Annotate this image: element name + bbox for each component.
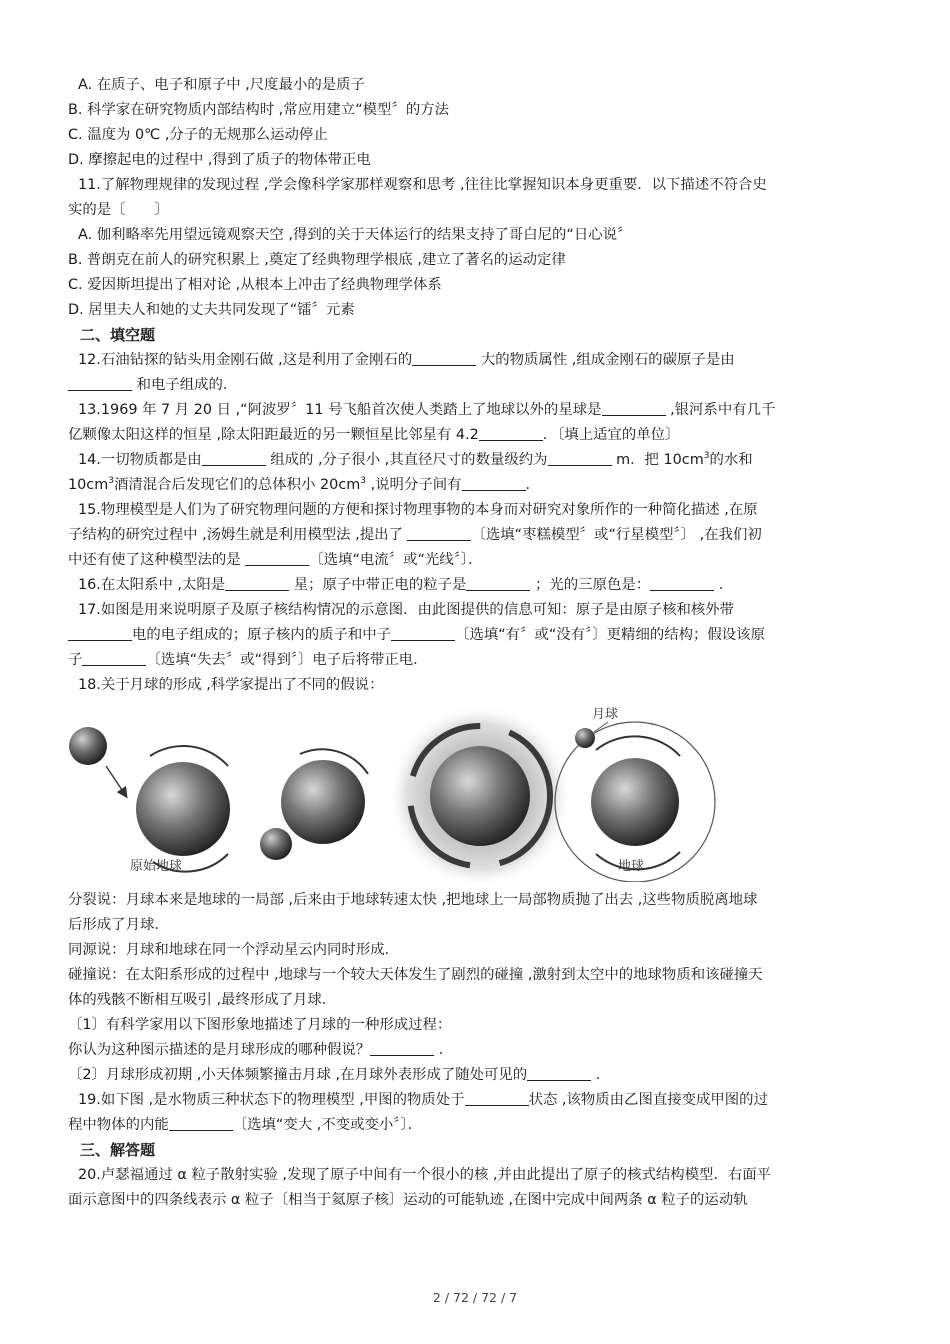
q15-text-4: 中还有使了这种模型法的是	[68, 552, 246, 568]
q15-line2	[68, 523, 883, 548]
q13-line1	[68, 398, 883, 423]
q18-sub1-line1: 〔1〕有科学家用以下图形象地描述了月球的一种形成过程：	[68, 1017, 452, 1033]
q12-blank-2[interactable]	[68, 376, 132, 391]
q13-text-4: ．〔填上适宜的单位〕	[542, 427, 680, 443]
q16-blank-3[interactable]	[650, 576, 714, 591]
q14-text-8: ．	[525, 477, 540, 493]
q12-blank-1[interactable]	[412, 351, 476, 366]
q18-blank-2[interactable]	[527, 1066, 591, 1081]
q16-text-1: 16.在太阳系中 ,太阳是	[78, 577, 226, 593]
q14-blank-1[interactable]	[202, 451, 266, 466]
q14-text-1: 14.一切物质都是由	[78, 452, 202, 468]
q14-sup-2: 3	[108, 476, 114, 487]
q18-sub2-text: 〔2〕月球形成初期 ,小天体频繁撞击月球 ,在月球外表形成了随处可见的	[68, 1067, 528, 1083]
q17-line2	[68, 623, 883, 648]
q11-option-c: C. 爱因斯坦提出了相对论 ,从根本上冲击了经典物理学体系	[68, 277, 442, 293]
q17-text-4: 子	[68, 652, 83, 668]
impactor-body	[69, 727, 107, 765]
q12-text-2: 大的物质属性 ,组成金刚石的碳原子是由	[476, 352, 735, 368]
label-earth: 地球	[618, 859, 645, 874]
q13-blank-1[interactable]	[602, 401, 666, 416]
q17-text-3: 〔选填“有〞或“没有〞〕更精细的结构；假设该原	[455, 627, 765, 643]
q18-sub1-line2	[68, 1038, 883, 1063]
q19-line2	[68, 1113, 883, 1138]
q13-text-3: 亿颗像太阳这样的恒星 ,除太阳距最近的另一颗恒星比邻星有 4.2	[68, 427, 479, 443]
q18-sub2-line	[68, 1063, 883, 1088]
impact-hypothesis-line1: 碰撞说：在太阳系形成的过程中 ,地球与一个较大天体发生了剧烈的碰撞 ,激射到太空中的地球物质和该碰撞天	[68, 967, 763, 983]
impact-arrow	[106, 766, 126, 796]
fission-hypothesis-line1: 分裂说：月球本来是地球的一局部 ,后来由于地球转速太快 ,把地球上一局部物质抛了出去 ,这些物质脱离地球	[68, 892, 758, 908]
q10-option-b: B. 科学家在研究物质内部结构时 ,常应用建立“模型〞的方法	[68, 102, 450, 118]
q17-line1: 17.如图是用来说明原子及原子核结构情况的示意图．由此图提供的信息可知：原子是由原子核和核外带	[78, 602, 735, 618]
earth-body-3	[430, 746, 530, 846]
panel-nebula	[388, 704, 572, 882]
q15-blank-2[interactable]	[245, 551, 309, 566]
earth-body-2	[281, 760, 365, 844]
q13-text-2: ,银河系中有几千	[665, 402, 776, 418]
q17-blank-2[interactable]	[391, 626, 455, 641]
q19-text-1: 19.如下图 ,是水物质三种状态下的物理模型 ,甲图的物质处于	[78, 1092, 465, 1108]
q17-text-5: 〔选填“失去〞或“得到〞〕电子后将带正电．	[146, 652, 428, 668]
q11-option-a: A. 伽利略率先用望远镜观察天空 ,得到的关于天体运行的结果支持了哥白尼的“日心说〞	[78, 227, 632, 243]
q12-text-1: 12.石油钻探的钻头用金刚石做 ,这是利用了金刚石的	[78, 352, 413, 368]
q15-blank-1[interactable]	[407, 526, 471, 541]
q20-line1: 20.卢瑟福通过 α 粒子散射实验 ,发现了原子中间有一个很小的核 ,并由此提出了原子的核式结构模型．右面平	[78, 1167, 772, 1183]
q13-line2	[68, 423, 883, 448]
q14-text-2: 组成的 ,分子很小 ,其直径尺寸的数量级约为	[265, 452, 548, 468]
q17-blank-3[interactable]	[82, 651, 146, 666]
q16-blank-1[interactable]	[225, 576, 289, 591]
q11-stem-line1: 11.了解物理规律的发现过程 ,学会像科学家那样观察和思考 ,往往比掌握知识本身更重要．以下描述不符合史	[78, 177, 767, 193]
q19-text-3: 程中物体的内能	[68, 1117, 169, 1133]
q13-text-1: 13.1969 年 7 月 20 日 ,“阿波罗〞11 号飞船首次使人类踏上了地球以外的星球是	[78, 402, 602, 418]
q11-option-b: B. 普朗克在前人的研究积累上 ,奠定了经典物理学根底 ,建立了著名的运动定律	[68, 252, 566, 268]
primitive-earth	[136, 762, 230, 856]
section-heading-answer: 三、解答题	[80, 1141, 156, 1159]
rotation-arc-4a	[596, 736, 680, 756]
q17-blank-1[interactable]	[68, 626, 132, 641]
label-primitive-earth: 原始地球	[130, 859, 183, 874]
q19-line1	[68, 1088, 883, 1113]
q10-option-d: D. 摩擦起电的过程中 ,得到了质子的物体带正电	[68, 152, 371, 168]
moon-formation-figure	[68, 704, 883, 882]
q18-sub2-end: ．	[591, 1067, 611, 1083]
q18-sub1-end: ．	[434, 1042, 454, 1058]
q14-blank-2[interactable]	[548, 451, 612, 466]
q15-line1: 15.物理模型是人们为了研究物理问题的方便和探讨物理事物的本身而对研究对象所作的一种简化描述 ,在原	[78, 502, 758, 518]
q18-blank-1[interactable]	[370, 1041, 434, 1056]
ejected-mass	[260, 828, 292, 860]
q15-text-3: 〔选填“枣糕模型〞或“行星模型〞〕 ,在我们初	[471, 527, 762, 543]
q18-stem: 18.关于月球的形成 ,科学家提出了不同的假说：	[78, 677, 384, 693]
q14-text-5: 10cm	[68, 477, 109, 493]
q16-text-3: ；光的三原色是：	[530, 577, 651, 593]
moon-body	[575, 728, 595, 748]
label-moon: 月球	[592, 707, 619, 722]
q19-text-2: 状态 ,该物质由乙图直接变成甲图的过	[528, 1092, 768, 1108]
q11-option-d: D. 居里夫人和她的丈夫共同发现了“镭〞元素	[68, 302, 355, 318]
q19-blank-2[interactable]	[169, 1116, 233, 1131]
q14-line1	[68, 448, 883, 473]
q10-option-c: C. 温度为 0℃ ,分子的无规那么运动停止	[68, 127, 328, 143]
q17-line3	[68, 648, 883, 673]
panel-fission	[260, 749, 368, 860]
q16-line	[68, 573, 883, 598]
q14-sup-3: 3	[360, 476, 367, 487]
fission-hypothesis-line2: 后形成了月球．	[68, 917, 169, 933]
section-heading-fill-in: 二、填空题	[80, 326, 156, 344]
panel-impact	[69, 727, 230, 872]
q12-line2	[68, 373, 883, 398]
q16-text-2: 星；原子中带正电的粒子是	[289, 577, 467, 593]
q15-line3	[68, 548, 883, 573]
q14-sup-1: 3	[703, 451, 710, 462]
q19-blank-1[interactable]	[465, 1091, 529, 1106]
coaccretion-hypothesis: 同源说：月球和地球在同一个浮动星云内同时形成．	[68, 942, 399, 958]
q14-blank-3[interactable]	[462, 476, 526, 491]
moon-formation-illustration	[68, 704, 883, 882]
q15-text-5: 〔选填“电流〞或“光线〞〕．	[309, 552, 483, 568]
earth-body-4	[591, 758, 679, 846]
q18-sub1-text: 你认为这种图示描述的是月球形成的哪种假说？	[68, 1042, 371, 1058]
page-footer: 2 / 72 / 72 / 7	[432, 1290, 518, 1305]
q20-line2: 面示意图中的四条线表示 α 粒子〔相当于氦原子核〕运动的可能轨迹 ,在图中完成中间两条 α 粒子的运动轨	[68, 1192, 748, 1208]
document-page	[68, 73, 883, 1213]
q14-text-4: 的水和	[709, 452, 753, 468]
q12-text-3: 和电子组成的．	[132, 377, 238, 393]
q11-stem-line2: 实的是〔 〕	[68, 202, 169, 218]
q10-option-a: A. 在质子、电子和原子中 ,尺度最小的是质子	[78, 77, 365, 93]
q14-line2	[68, 473, 883, 498]
q16-blank-2[interactable]	[466, 576, 530, 591]
q19-text-4: 〔选填“变大 ,不变或变小〞〕．	[232, 1117, 423, 1133]
q15-text-2: 子结构的研究过程中 ,汤姆生就是利用模型法 ,提出了	[68, 527, 408, 543]
impact-hypothesis-line2: 体的残骸不断相互吸引 ,最终形成了月球．	[68, 992, 337, 1008]
q14-text-7: ,说明分子间有	[366, 477, 462, 493]
q16-text-4: ．	[714, 577, 734, 593]
q13-blank-2[interactable]	[479, 426, 543, 441]
q14-text-6: 酒清混合后发现它们的总体积小 20cm	[113, 477, 361, 493]
q14-text-3: m．把 10cm	[611, 452, 704, 468]
q12-line1	[68, 348, 883, 373]
q17-text-2: 电的电子组成的；原子核内的质子和中子	[132, 627, 392, 643]
